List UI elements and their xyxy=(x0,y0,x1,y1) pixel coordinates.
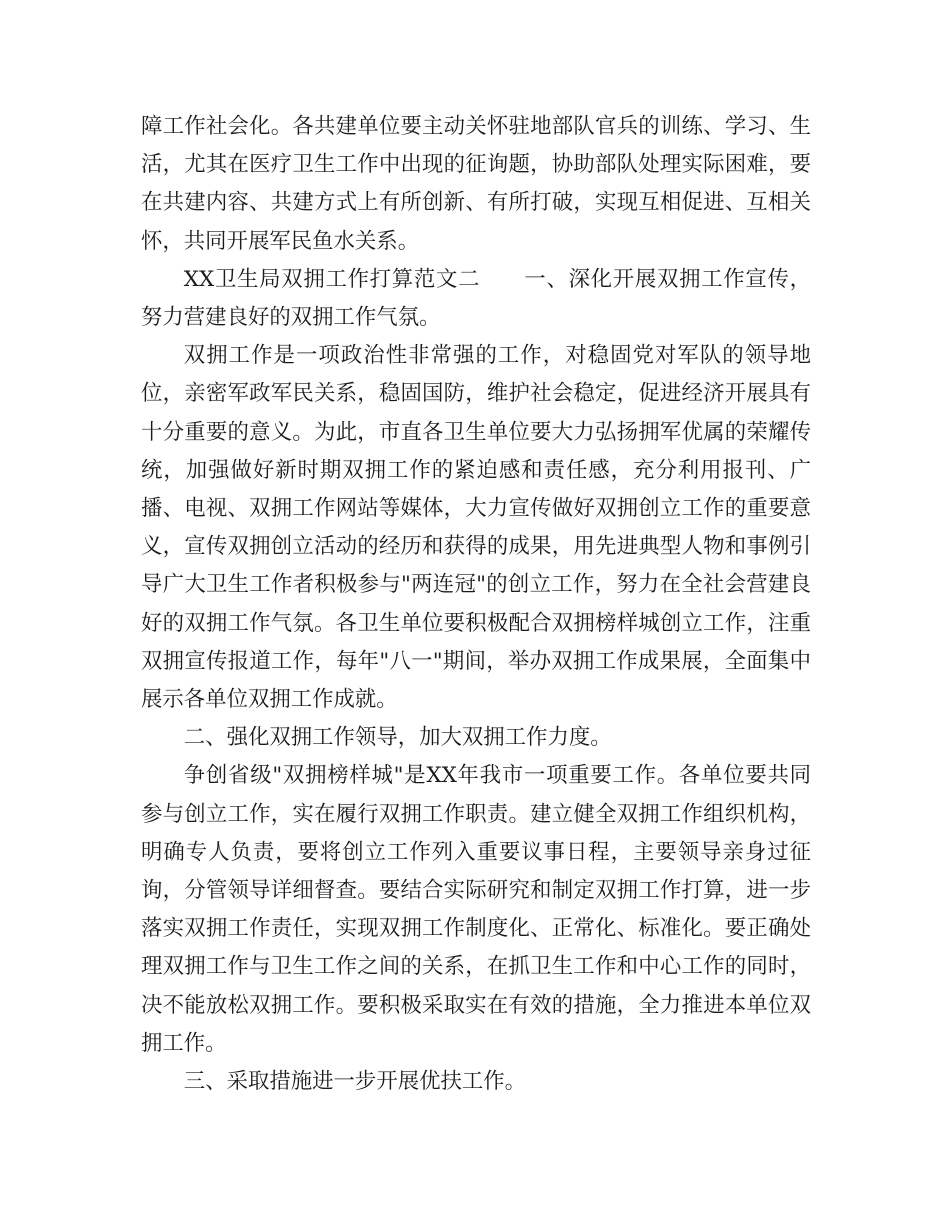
paragraph: 双拥工作是一项政治性非常强的工作，对稳固党对军队的领导地位，亲密军政军民关系，稳固国防，维护社会稳定，促进经济开展具有十分重要的意义。为此，市直各卫生单位要大力弘扬拥军优属的荣耀传统，加强做好新时期双拥工作的紧迫感和责任感，充分利用报刊、广播、电视、双拥工作网站等媒体，大力宣传做好双拥创立工作的重要意义，宣传双拥创立活动的经历和获得的成果，用先进典型人物和事例引导广大卫生工作者积极参与"两连冠"的创立工作，努力在全社会营建良好的双拥工作气氛。各卫生单位要积极配合双拥榜样城创立工作，注重双拥宣传报道工作，每年"八一"期间，举办双拥工作成果展，全面集中展示各单位双拥工作成就。 xyxy=(141,343,811,713)
paragraph: XX卫生局双拥工作打算范文二 一、深化开展双拥工作宣传，努力营建良好的双拥工作气氛。 xyxy=(141,266,811,331)
section-heading: 二、强化双拥工作领导，加大双拥工作力度。 xyxy=(183,725,612,751)
paragraph: 障工作社会化。各共建单位要主动关怀驻地部队官兵的训练、学习、生活，尤其在医疗卫生工作中出现的征询题，协助部队处理实际困难，要在共建内容、共建方式上有所创新、有所打破，实现互相促进、互相关怀，共同开展军民鱼水关系。 xyxy=(141,114,811,254)
section-heading: 三、采取措施进一步开展优扶工作。 xyxy=(183,1069,527,1095)
document-body xyxy=(141,108,811,1101)
paragraph: 争创省级"双拥榜样城"是XX年我市一项重要工作。各单位要共同参与创立工作，实在履行双拥工作职责。建立健全双拥工作组织机构，明确专人负责，要将创立工作列入重要议事日程，主要领导亲身过征询，分管领导详细督查。要结合实际研究和制定双拥工作打算，进一步落实双拥工作责任，实现双拥工作制度化、正常化、标准化。要正确处理双拥工作与卫生工作之间的关系，在抓卫生工作和中心工作的同时，决不能放松双拥工作。要积极采取实在有效的措施，全力推进本单位双拥工作。 xyxy=(141,763,811,1056)
